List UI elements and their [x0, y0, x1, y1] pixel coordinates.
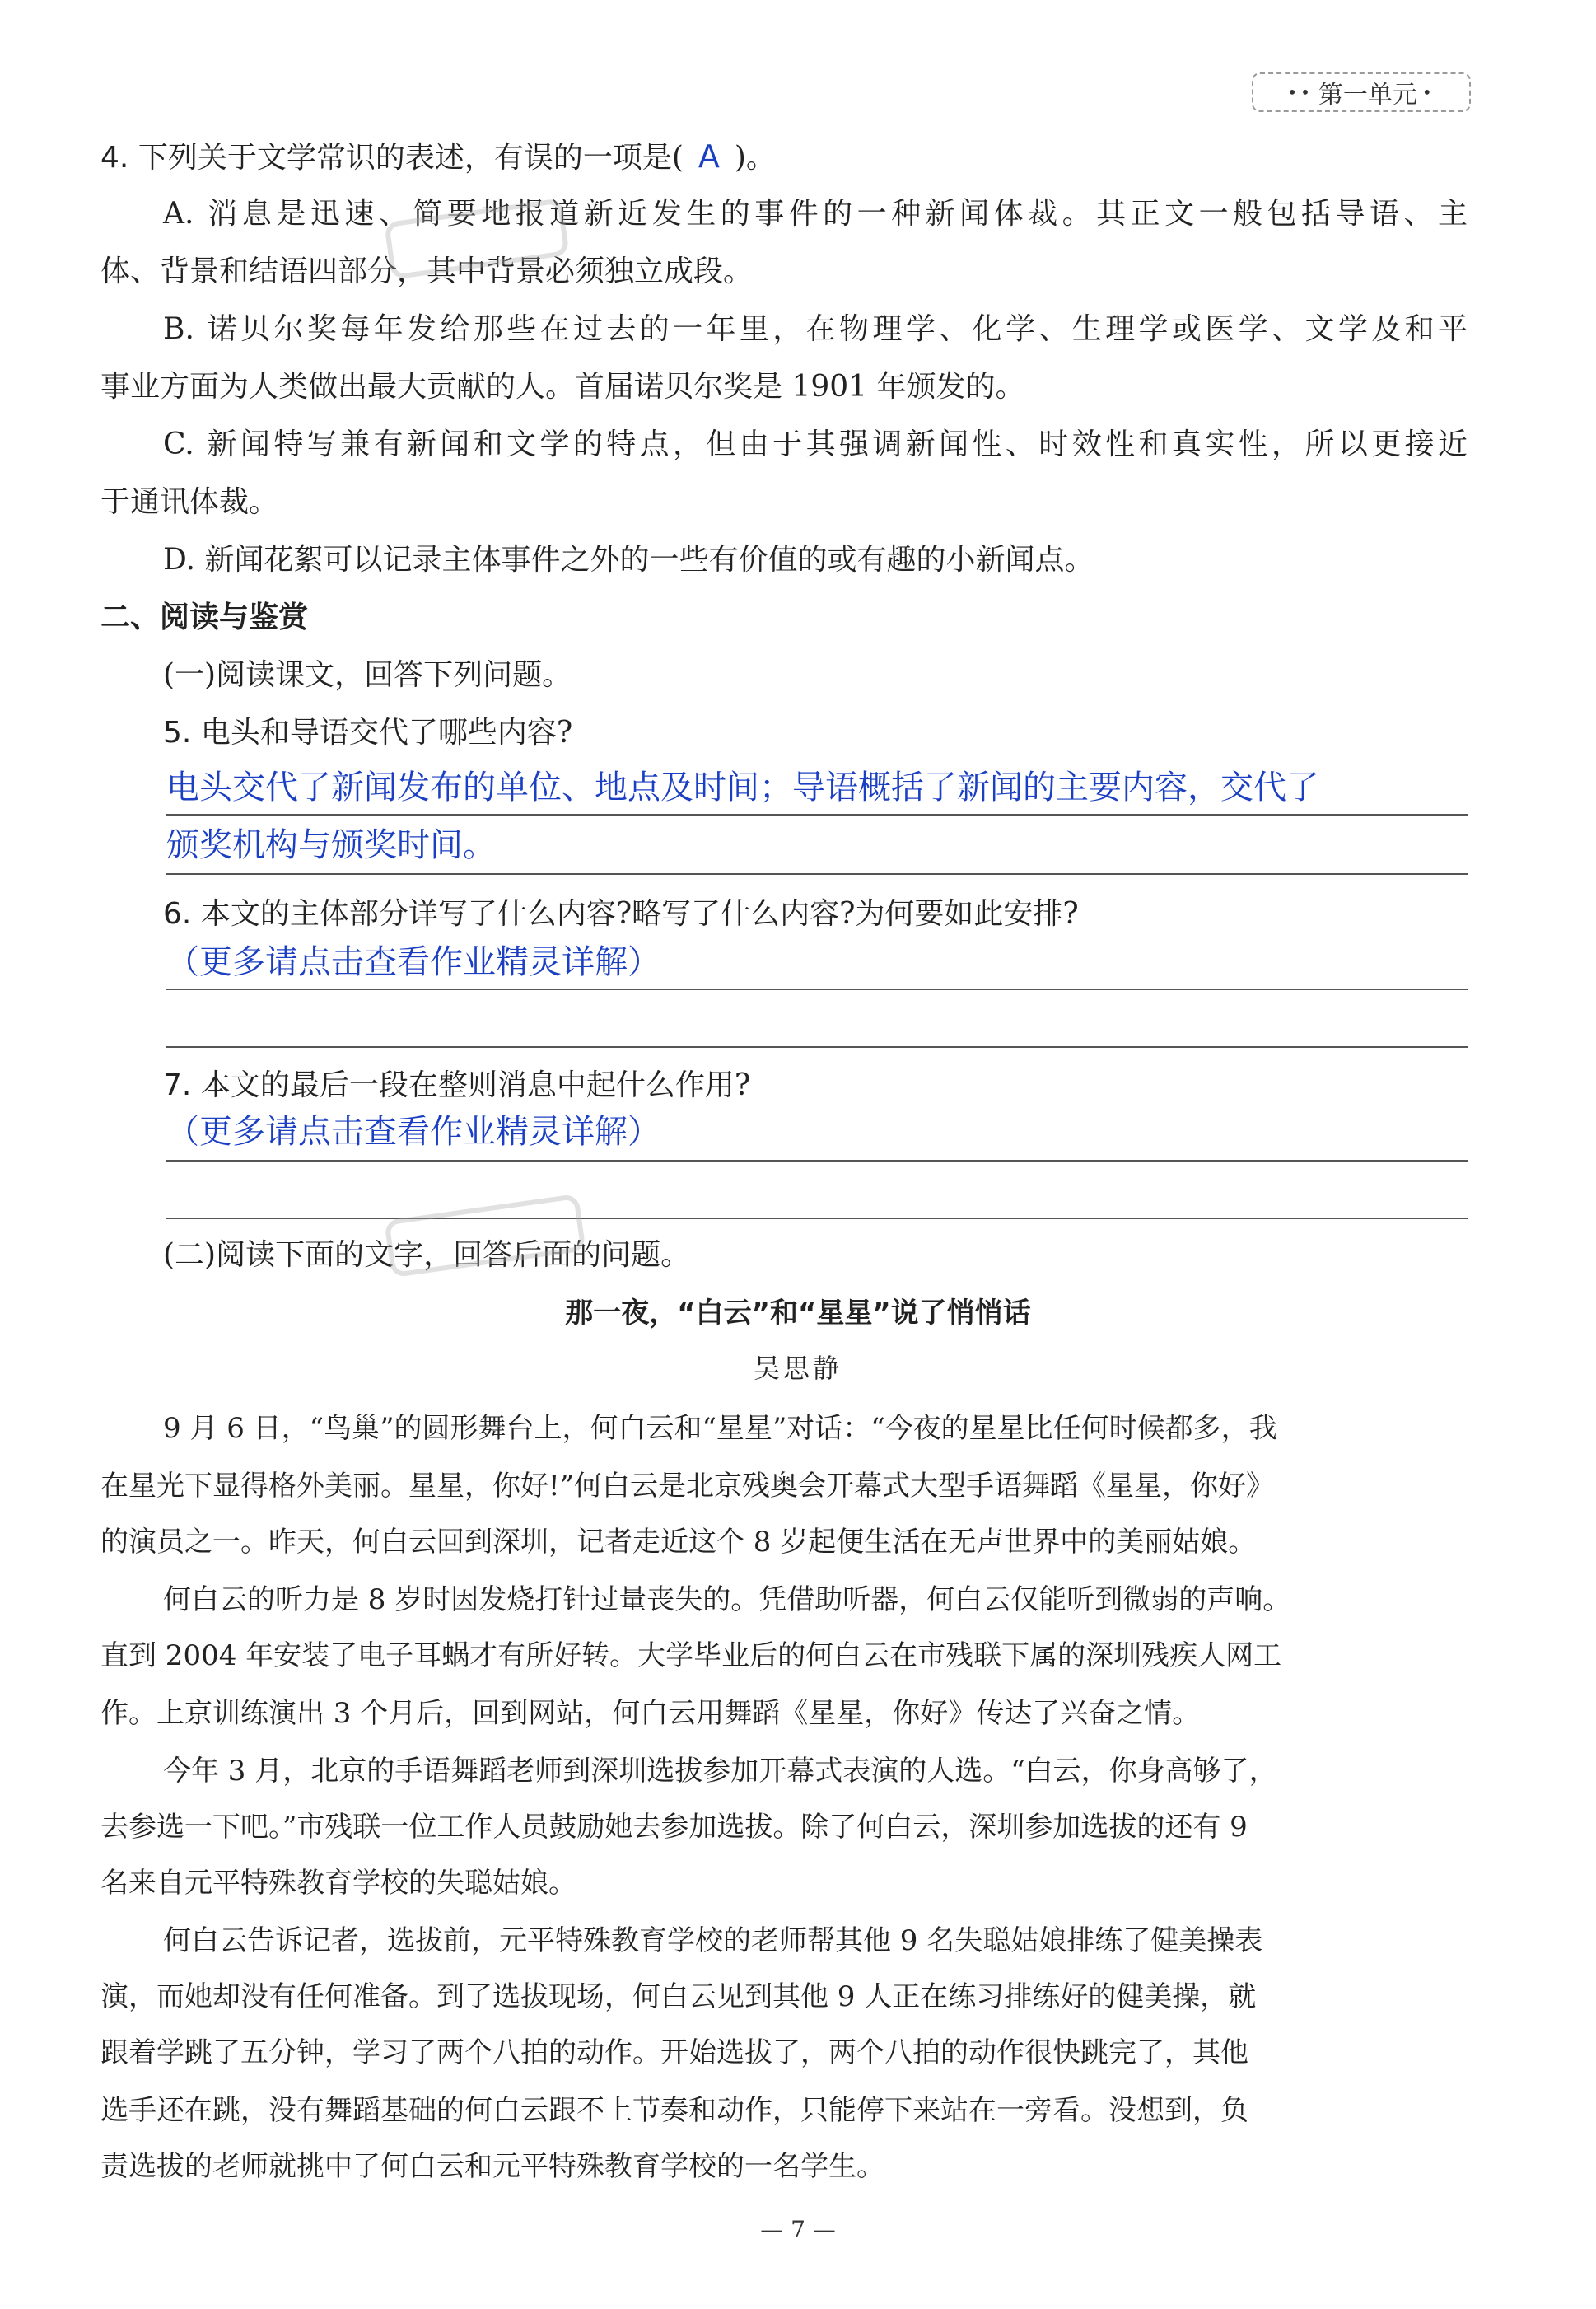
article-line: 跟着学跳了五分钟，学习了两个八拍的动作。开始选拔了，两个八拍的动作很快跳完了，其他	[100, 2036, 1248, 2069]
q4-option-d: D. 新闻花絮可以记录主体事件之外的一些有价值的或有趣的小新闻点。	[163, 543, 1094, 577]
q7-number: 7.	[163, 1068, 192, 1102]
unit-tag: •• 第一单元 •	[1252, 72, 1471, 112]
q4-option-a-line1: A. 消息是迅速、简要地报道新近发生的事件的一种新闻体裁。其正文一般包括导语、主	[163, 197, 1468, 231]
article-line: 演，而她却没有任何准备。到了选拔现场，何白云见到其他 9 人正在练习排练好的健美操，就	[100, 1980, 1257, 2013]
answer-rule	[166, 814, 1468, 816]
q6-stem-text: 本文的主体部分详写了什么内容?略写了什么内容?为何要如此安排?	[200, 897, 1079, 931]
q5-answer-line2: 颁奖机构与颁奖时间。	[166, 826, 496, 864]
article-author: 吴思静	[753, 1353, 842, 1384]
q4-answer: A	[698, 138, 720, 175]
watermark-stamp	[382, 1190, 589, 1295]
section2-part1: (一)阅读课文，回答下列问题。	[163, 658, 572, 692]
article-line: 的演员之一。昨天，何白云回到深圳，记者走近这个 8 岁起便生活在无声世界中的美丽姑娘。	[100, 1526, 1257, 1559]
article-line: 责选拔的老师就挑中了何白云和元平特殊教育学校的一名学生。	[100, 2150, 884, 2183]
unit-label: 第一单元	[1318, 81, 1417, 110]
q4-option-a-line2: 体、背景和结语四部分，其中背景必须独立成段。	[100, 255, 754, 288]
q6-stem	[163, 895, 1468, 934]
article-line: 直到 2004 年安装了电子耳蜗才有所好转。大学毕业后的何白云在市残联下属的深圳残疾人网工	[100, 1639, 1282, 1672]
answer-rule	[166, 1218, 1468, 1219]
page-number: — 7 —	[760, 2216, 836, 2243]
q7-stem-text: 本文的最后一段在整则消息中起什么作用?	[200, 1068, 751, 1102]
q7-answer-link[interactable]: （更多请点击查看作业精灵详解）	[166, 1113, 660, 1151]
q4-stem	[100, 137, 1468, 178]
answer-rule	[166, 989, 1468, 990]
article-line: 何白云的听力是 8 岁时因发烧打针过量丧失的。凭借助听器，何白云仅能听到微弱的声响。	[163, 1583, 1291, 1616]
article-line: 作。上京训练演出 3 个月后，回到网站，何白云用舞蹈《星星，你好》传达了兴奋之情。	[100, 1697, 1201, 1730]
article-line: 名来自元平特殊教育学校的失聪姑娘。	[100, 1867, 576, 1900]
q6-number: 6.	[163, 897, 192, 931]
section2-heading: 二、阅读与鉴赏	[100, 601, 309, 634]
article-line: 选手还在跳，没有舞蹈基础的何白云跟不上节奏和动作，只能停下来站在一旁看。没想到，负	[100, 2094, 1248, 2127]
q4-option-c-line2: 于通讯体裁。	[100, 485, 279, 519]
article-line: 9 月 6 日，“鸟巢”的圆形舞台上，何白云和“星星”对话：“今夜的星星比任何时候都多，我	[163, 1412, 1277, 1445]
answer-rule	[166, 1046, 1468, 1048]
q4-option-b-line1: B. 诺贝尔奖每年发给那些在过去的一年里，在物理学、化学、生理学或医学、文学及和平	[163, 312, 1468, 346]
q4-number: 4.	[100, 141, 129, 175]
q5-answer-line1: 电头交代了新闻发布的单位、地点及时间；导语概括了新闻的主要内容，交代了	[166, 769, 1319, 806]
answer-rule	[166, 873, 1468, 875]
section2-part2: (二)阅读下面的文字，回答后面的问题。	[163, 1238, 691, 1272]
q7-stem	[163, 1066, 1468, 1105]
q4-stem-suffix: )。	[734, 141, 776, 175]
q5-stem-text: 电头和导语交代了哪些内容?	[200, 716, 573, 750]
article-title: 那一夜，“白云”和“星星”说了悄悄话	[565, 1297, 1031, 1330]
q5-stem	[163, 713, 1468, 753]
q4-stem-prefix: 下列关于文学常识的表述，有误的一项是(	[138, 141, 684, 175]
q4-option-c-line1: C. 新闻特写兼有新闻和文学的特点，但由于其强调新闻性、时效性和真实性，所以更接近	[163, 428, 1468, 461]
q4-option-b-line2: 事业方面为人类做出最大贡献的人。首届诺贝尔奖是 1901 年颁发的。	[100, 370, 1025, 404]
article-line: 今年 3 月，北京的手语舞蹈老师到深圳选拔参加开幕式表演的人选。“白云，你身高够了，	[163, 1755, 1277, 1788]
q6-answer-link[interactable]: （更多请点击查看作业精灵详解）	[166, 943, 660, 981]
answer-rule	[166, 1160, 1468, 1162]
q5-number: 5.	[163, 716, 192, 750]
article-line: 在星光下显得格外美丽。星星，你好!”何白云是北京残奥会开幕式大型手语舞蹈《星星，你好》	[100, 1470, 1275, 1503]
article-line: 何白云告诉记者，选拔前，元平特殊教育学校的老师帮其他 9 名失聪姑娘排练了健美操表	[163, 1924, 1263, 1957]
article-line: 去参选一下吧。”市残联一位工作人员鼓励她去参加选拔。除了何白云，深圳参加选拔的还有 9	[100, 1811, 1248, 1844]
